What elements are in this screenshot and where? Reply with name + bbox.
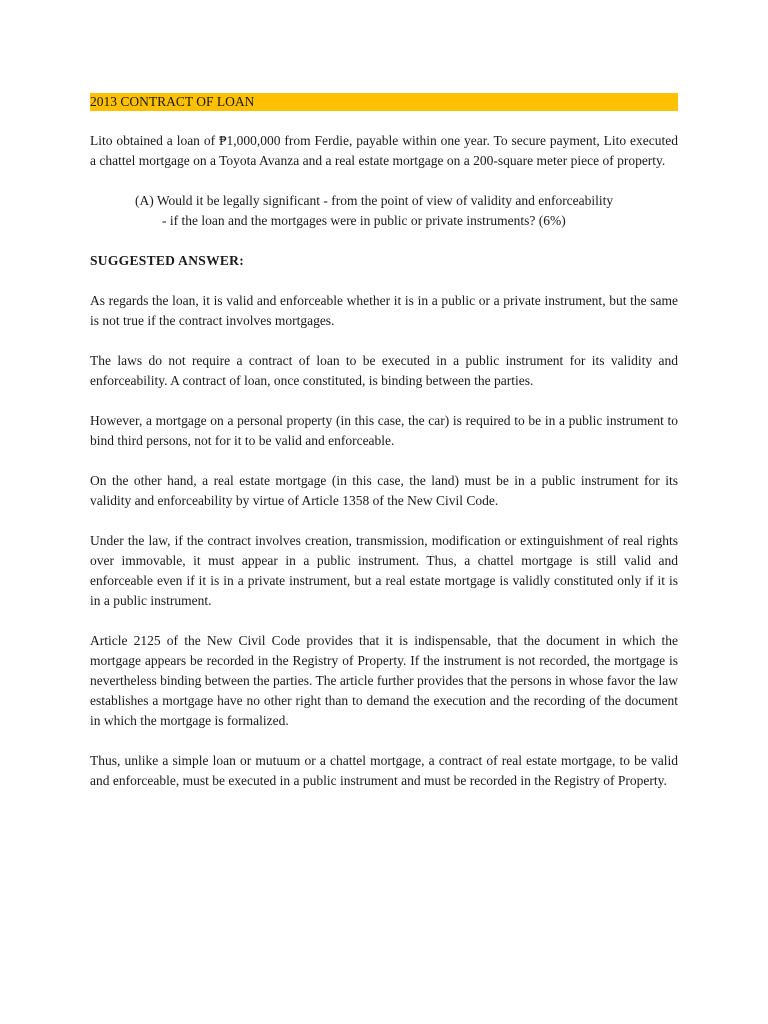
answer-paragraph-4: On the other hand, a real estate mortgage (in this case, the land) must be in a public instrument for its validity and enforceability by virtue of Article 1358 of the New Civil Code. — [90, 473, 678, 508]
document-title: 2013 CONTRACT OF LOAN — [90, 94, 255, 109]
answer-paragraph-2: The laws do not require a contract of loan to be executed in a public instrument for its validity and enforceability. A contract of loan, once constituted, is binding between the parties. — [90, 353, 678, 388]
document-title-bar — [90, 93, 678, 111]
answer-paragraph-6: Article 2125 of the New Civil Code provides that it is indispensable, that the document in which the mortgage appears be recorded in the Registry of Property. If the instrument is not recorded, the mortgage is nevertheless binding between the parties. The article further provides that the persons in whose favor the law establishes a mortgage have no other right than to demand the execution and the recording of the document in which the mortgage is formalized. — [90, 633, 678, 728]
answer-paragraph-3: However, a mortgage on a personal property (in this case, the car) is required to be in a public instrument to bind third persons, not for it to be valid and enforceable. — [90, 413, 678, 448]
suggested-answer-heading: SUGGESTED ANSWER: — [90, 253, 245, 268]
document-page — [90, 93, 678, 811]
question-a — [90, 191, 678, 231]
question-a-line2: - if the loan and the mortgages were in public or private instruments? (6%) — [162, 213, 566, 228]
question-a-line1: (A) Would it be legally significant - from the point of view of validity and enforceability — [135, 193, 614, 208]
answer-paragraph-7: Thus, unlike a simple loan or mutuum or a chattel mortgage, a contract of real estate mortgage, to be valid and enforceable, must be executed in a public instrument and must be recorded in the Registry of Property. — [90, 753, 678, 788]
answer-paragraph-1: As regards the loan, it is valid and enforceable whether it is in a public or a private instrument, but the same is not true if the contract involves mortgages. — [90, 293, 678, 328]
intro-paragraph: Lito obtained a loan of ₱1,000,000 from Ferdie, payable within one year. To secure payment, Lito executed a chattel mortgage on a Toyota Avanza and a real estate mortgage on a 200-square meter piece of property. — [90, 133, 678, 168]
answer-paragraph-5: Under the law, if the contract involves creation, transmission, modification or extinguishment of real rights over immovable, it must appear in a public instrument. Thus, a chattel mortgage is still valid and enforceable even if it is in a private instrument, but a real estate mortgage is validly constituted only if it is in a public instrument. — [90, 533, 678, 608]
